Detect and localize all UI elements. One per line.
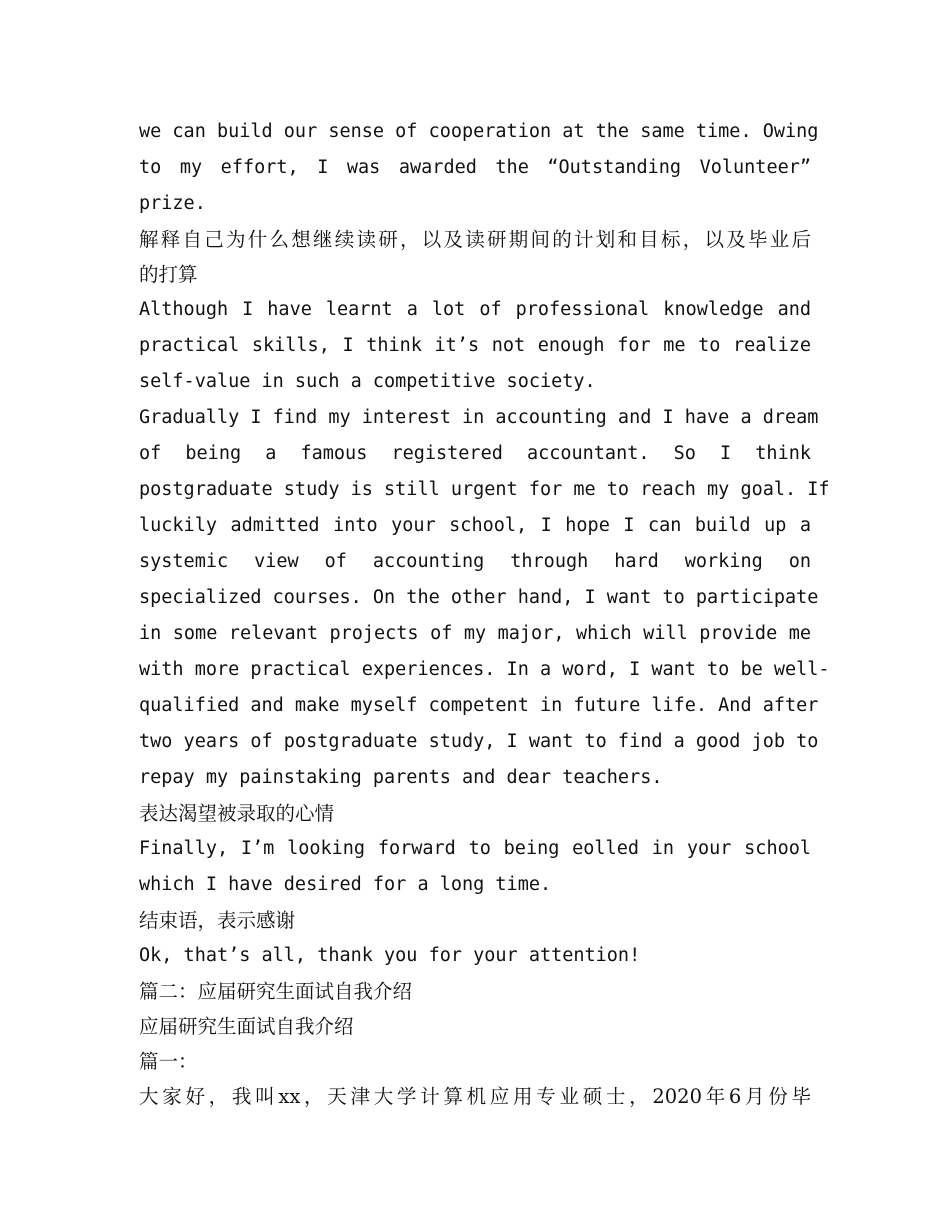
- section-heading-closing: [139, 903, 811, 938]
- article-title-part-two: [139, 974, 811, 1009]
- paragraph-thanks: [139, 938, 811, 974]
- heading-line: 篇一：: [139, 1050, 198, 1073]
- text-line: self-value in such a competitive society.: [139, 371, 596, 392]
- text-line: we can build our sense of cooperation at the same time. Owing: [139, 121, 819, 142]
- text-line: two years of postgraduate study, I want to find a good job to: [139, 731, 819, 752]
- text-line: to my effort, I was awarded the “Outstanding Volunteer”: [139, 157, 811, 178]
- text-line: which I have desired for a long time.: [139, 874, 552, 895]
- text-line: Finally, I’m looking forward to being eolled in your school: [139, 838, 811, 859]
- document-body: [139, 114, 830, 1114]
- heading-line: 表达渴望被录取的心情: [139, 802, 335, 825]
- text-line: 大家好，我叫xx，天津大学计算机应用专业硕士，2020年6月份毕: [139, 1085, 811, 1108]
- paragraph-looking-forward: [139, 831, 811, 903]
- paragraph-motivation: [139, 292, 811, 400]
- text-line: specialized courses. On the other hand, I want to participate: [139, 587, 819, 608]
- text-line: qualified and make myself competent in future life. And after: [139, 695, 819, 716]
- text-line: of being a famous registered accountant. So I think: [139, 443, 811, 464]
- paragraph-volunteer-award: [139, 114, 819, 222]
- heading-line: 篇二：应届研究生面试自我介绍: [139, 980, 413, 1003]
- text-line: Although I have learnt a lot of professional knowledge and: [139, 299, 811, 320]
- text-line: luckily admitted into your school, I hope I can build up a: [139, 515, 811, 536]
- text-line: systemic view of accounting through hard working on: [139, 551, 811, 572]
- text-line: postgraduate study is still urgent for me to reach my goal. If: [139, 479, 830, 500]
- text-line: Ok, that’s all, thank you for your attention!: [139, 945, 641, 966]
- section-heading-admission-wish: [139, 796, 811, 831]
- paragraph-plan: [139, 400, 830, 796]
- text-line: with more practical experiences. In a word, I want to be well-: [139, 659, 830, 680]
- section-heading-study-plan: [139, 222, 811, 292]
- heading-line: 解释自己为什么想继续读研，以及读研期间的计划和目标，以及毕业后: [139, 228, 811, 251]
- heading-line: 结束语，表示感谢: [139, 909, 296, 932]
- text-line: Gradually I find my interest in accounting and I have a dream: [139, 407, 819, 428]
- heading-line: 应届研究生面试自我介绍: [139, 1015, 354, 1038]
- text-line: practical skills, I think it’s not enough for me to realize: [139, 335, 811, 356]
- text-line: in some relevant projects of my major, which will provide me: [139, 623, 811, 644]
- article-part-one-label: [139, 1044, 811, 1079]
- heading-line: 的打算: [139, 263, 198, 286]
- paragraph-intro-chinese: [139, 1079, 811, 1114]
- text-line: repay my painstaking parents and dear teachers.: [139, 767, 663, 788]
- article-subtitle: [139, 1009, 811, 1044]
- text-line: prize.: [139, 193, 206, 214]
